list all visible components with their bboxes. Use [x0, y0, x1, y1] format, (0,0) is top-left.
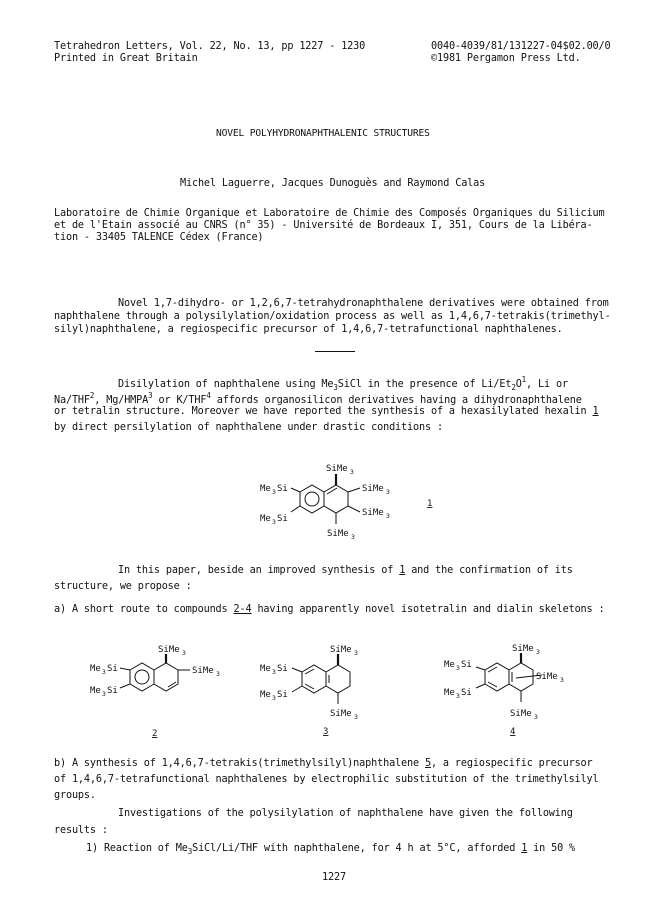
authors: Michel Laguerre, Jacques Dunoguès and Raymond Calas [180, 178, 486, 189]
article-code: 0040-4039/81/131227-04$02.00/0 [431, 41, 611, 52]
svg-text:Me: Me [444, 660, 455, 670]
s1-sime3-r2: SiMe [362, 508, 384, 518]
page-number: 1227 [322, 872, 346, 883]
svg-text:SiMe: SiMe [512, 644, 534, 654]
svg-text:Si: Si [277, 514, 288, 524]
svg-text:3: 3 [272, 488, 276, 496]
svg-text:Me: Me [90, 664, 101, 674]
svg-text:Si: Si [107, 686, 118, 696]
svg-text:Si: Si [277, 484, 288, 494]
abstract-line-3: silyl)naphthalene, a regiospecific precursor of 1,4,6,7-tetrafunctional naphthalenes. [54, 324, 563, 335]
page-title: NOVEL POLYHYDRONAPHTHALENIC STRUCTURES [216, 128, 430, 139]
svg-text:3: 3 [354, 649, 358, 657]
para2-line-2: structure, we propose : [54, 581, 192, 592]
svg-text:3: 3 [456, 692, 460, 700]
svg-text:Me: Me [90, 686, 101, 696]
svg-text:Me: Me [260, 690, 271, 700]
svg-text:3: 3 [351, 533, 355, 541]
s1-me3si-l1: Me [260, 484, 271, 494]
intro-line-4: by direct persilylation of naphthalene under drastic conditions : [54, 422, 443, 433]
result-1: 1) Reaction of $Me_3SiCl/Li$/THF with naphthalene, for 4 h at 5°C, afforded 1 in 50 % [86, 843, 576, 856]
svg-text:Si: Si [277, 690, 288, 700]
copyright: ©1981 Pergamon Press Ltd. [431, 53, 581, 64]
svg-text:SiMe: SiMe [510, 709, 532, 719]
investigations-line-2: results : [54, 825, 108, 836]
affiliation-line-2: et de l'Etain associé au CNRS (n° 35) - Université de Bordeaux I, 351, Cours de la Libéra- [54, 220, 593, 231]
svg-text:3: 3 [216, 670, 220, 678]
item-b-line-1: b) A synthesis of 1,4,6,7-tetrakis(trimethylsilyl)naphthalene 5, a regiospecific precursor [54, 758, 593, 769]
intro-line-3: or tetralin structure. Moreover we have reported the synthesis of a hexasilylated hexalin 1 [54, 406, 599, 417]
svg-text:SiMe: SiMe [192, 666, 214, 676]
svg-text:3: 3 [386, 512, 390, 520]
section-divider [315, 351, 355, 352]
svg-text:3: 3 [182, 649, 186, 657]
s1-me3si-l2: Me [260, 514, 271, 524]
affiliation-line-1: Laboratoire de Chimie Organique et Laboratoire de Chimie des Composés Organiques du Silicium [54, 208, 605, 219]
intro-line-1: Disilylation of naphthalene using $Me_3SiCl$ in the presence of $Li/Et_2O^1$, Li or [118, 375, 568, 392]
svg-text:3: 3 [272, 518, 276, 526]
para2-line-1: In this paper, beside an improved synthesis of 1 and the confirmation of its [118, 565, 573, 576]
svg-text:SiMe: SiMe [330, 709, 352, 719]
svg-text:Me: Me [260, 664, 271, 674]
compound-3-label: 3 [323, 727, 329, 737]
svg-text:3: 3 [536, 648, 540, 656]
item-b-line-2: of 1,4,6,7-tetrafunctional naphthalenes by electrophilic substitution of the trimethylsilyl [54, 774, 599, 785]
structure-2 [90, 640, 250, 740]
svg-text:3: 3 [354, 713, 358, 721]
compound-1-label: 1 [427, 499, 433, 509]
abstract-line-2: naphthalene through a polysilylation/oxidation process as well as 1,4,6,7-tetrakis(trimethyl- [54, 311, 611, 322]
journal-citation: Tetrahedron Letters, Vol. 22, No. 13, pp 1227 - 1230 [54, 41, 366, 52]
printed-in: Printed in Great Britain [54, 53, 198, 64]
compound-2-label: 2 [152, 729, 158, 739]
svg-text:3: 3 [456, 664, 460, 672]
structure-1 [255, 440, 433, 550]
svg-text:3: 3 [272, 694, 276, 702]
svg-text:SiMe: SiMe [158, 645, 180, 655]
compound-4-label: 4 [510, 727, 516, 737]
svg-text:3: 3 [386, 488, 390, 496]
svg-text:3: 3 [272, 668, 276, 676]
s1-sime3-bottom: SiMe [327, 529, 349, 539]
abstract-line-1: Novel 1,7-dihydro- or 1,2,6,7-tetrahydronaphthalene derivatives were obtained from [118, 298, 609, 309]
svg-text:3: 3 [560, 676, 564, 684]
structure-3 [260, 640, 410, 740]
svg-text:3: 3 [534, 713, 538, 721]
svg-text:Si: Si [107, 664, 118, 674]
s1-sime3-r1: SiMe [362, 484, 384, 494]
svg-text:Si: Si [277, 664, 288, 674]
svg-text:Si: Si [461, 688, 472, 698]
svg-text:3: 3 [102, 690, 106, 698]
investigations-line-1: Investigations of the polysilylation of naphthalene have given the following [118, 808, 573, 819]
svg-text:3: 3 [350, 468, 354, 476]
svg-text:3: 3 [102, 668, 106, 676]
affiliation-line-3: tion - 33405 TALENCE Cédex (France) [54, 232, 264, 243]
structure-4 [440, 640, 600, 740]
svg-text:Si: Si [461, 660, 472, 670]
s1-sime3-top: SiMe [326, 464, 348, 474]
item-a: a) A short route to compounds 2-4 having apparently novel isotetralin and dialin skeletons : [54, 604, 605, 615]
svg-text:Me: Me [444, 688, 455, 698]
svg-text:SiMe: SiMe [536, 672, 558, 682]
svg-text:SiMe: SiMe [330, 645, 352, 655]
intro-line-2: Na/THF$^2$, Mg/HMPA$^3$ or K/THF$^4$ affords organosilicon derivatives having a dihydronaphthalene [54, 391, 582, 406]
item-b-line-3: groups. [54, 790, 96, 801]
